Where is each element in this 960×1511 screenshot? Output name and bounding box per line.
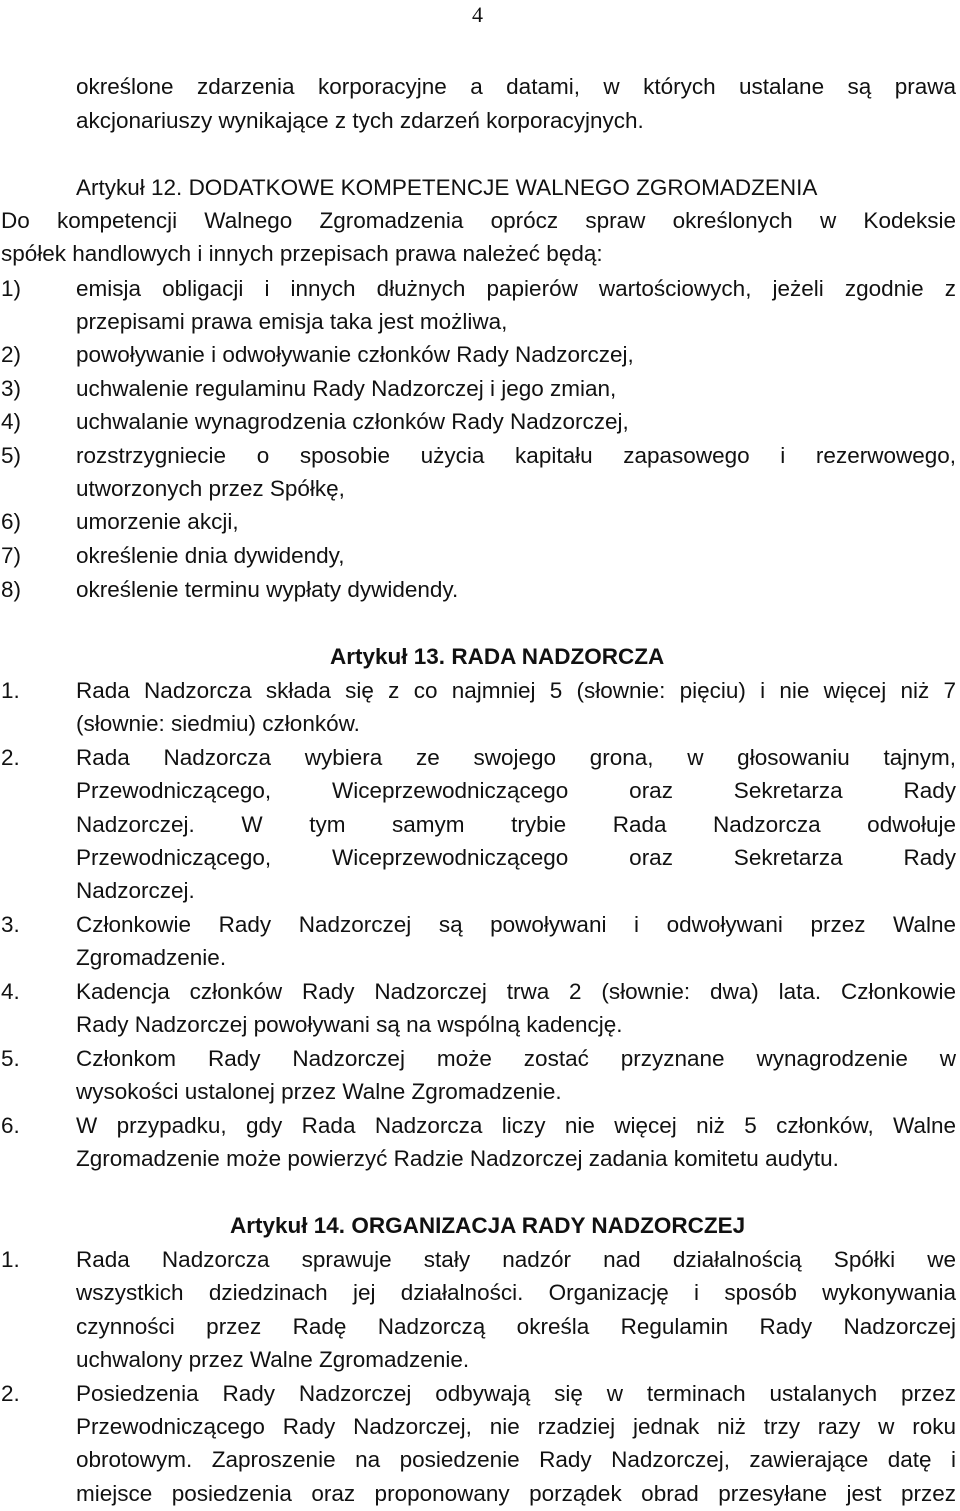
list-item-line: Rady Nadzorczej powoływani są na wspólną kadencję. xyxy=(76,1012,623,1037)
list-item-number: 2. xyxy=(1,1381,20,1406)
article-13-prefix: Artykuł 13. xyxy=(330,644,446,669)
list-item-line: Przewodniczącego, Wiceprzewodniczącego oraz Sekretarza Rady xyxy=(76,845,956,870)
list-item-line: określenie dnia dywidendy, xyxy=(76,543,345,568)
article-14-title: ORGANIZACJA RADY NADZORCZEJ xyxy=(351,1213,746,1238)
list-item-line: przepisami prawa emisja taka jest możliwa, xyxy=(76,309,508,334)
article-12-title: DODATKOWE KOMPETENCJE WALNEGO ZGROMADZENIA xyxy=(188,175,818,200)
list-item-number: 4. xyxy=(1,979,20,1004)
list-item-number: 5. xyxy=(1,1046,20,1071)
list-item-line: obrotowym. Zaproszenie na posiedzenie Rady Nadzorczej, zawierające datę i xyxy=(76,1447,956,1472)
list-item-line: Zgromadzenie. xyxy=(76,945,227,970)
list-item-line: rozstrzygniecie o sposobie użycia kapitału zapasowego i rezerwowego, xyxy=(76,443,956,468)
list-item-line: uchwalenie regulaminu Rady Nadzorczej i jego zmian, xyxy=(76,376,617,401)
list-item-number: 1. xyxy=(1,1247,20,1272)
list-item-line: określenie terminu wypłaty dywidendy. xyxy=(76,577,459,602)
article-14-prefix: Artykuł 14. xyxy=(230,1213,346,1238)
list-item-line: czynności przez Radę Nadzorczą określa Regulamin Rady Nadzorczej xyxy=(76,1314,956,1339)
list-item-line: miejsce posiedzenia oraz proponowany porządek obrad przesyłane jest przez xyxy=(76,1481,956,1506)
article-12-paragraph-line: spółek handlowych i innych przepisach prawa należeć będą: xyxy=(1,241,603,266)
list-item-number: 6. xyxy=(1,1113,20,1138)
list-item-number: 5) xyxy=(1,443,22,468)
intro-line: akcjonariuszy wynikające z tych zdarzeń korporacyjnych. xyxy=(76,108,644,133)
article-13-title: RADA NADZORCZA xyxy=(451,644,665,669)
list-item-number: 7) xyxy=(1,543,22,568)
list-item-number: 2. xyxy=(1,745,20,770)
article-14-heading xyxy=(230,1213,745,1239)
list-item-line: Posiedzenia Rady Nadzorczej odbywają się w terminach ustalanych przez xyxy=(76,1381,956,1406)
list-item-line: utworzonych przez Spółkę, xyxy=(76,476,345,501)
list-item-number: 1) xyxy=(1,276,22,301)
list-item-line: umorzenie akcji, xyxy=(76,509,239,534)
list-item-line: wszystkich dziedzinach jej działalności. Organizację i sposób wykonywania xyxy=(76,1280,956,1305)
list-item-line: Rada Nadzorcza wybiera ze swojego grona, w głosowaniu tajnym, xyxy=(76,745,956,770)
list-item-line: W przypadku, gdy Rada Nadzorcza liczy nie więcej niż 5 członków, Walne xyxy=(76,1113,956,1138)
list-item-number: 3) xyxy=(1,376,22,401)
article-13-heading xyxy=(330,644,664,670)
list-item-line: emisja obligacji i innych dłużnych papierów wartościowych, jeżeli zgodnie z xyxy=(76,276,956,301)
list-item-line: Kadencja członków Rady Nadzorczej trwa 2 (słownie: dwa) lata. Członkowie xyxy=(76,979,956,1004)
list-item-number: 1. xyxy=(1,678,20,703)
list-item-line: Przewodniczącego, Wiceprzewodniczącego oraz Sekretarza Rady xyxy=(76,778,956,803)
list-item-line: Rada Nadzorcza sprawuje stały nadzór nad działalnością Spółki we xyxy=(76,1247,956,1272)
list-item-number: 8) xyxy=(1,577,22,602)
page-number: 4 xyxy=(472,2,483,27)
intro-line: określone zdarzenia korporacyjne a datami, w których ustalane są prawa xyxy=(76,74,956,99)
list-item-line: powoływanie i odwoływanie członków Rady Nadzorczej, xyxy=(76,342,634,367)
list-item-line: uchwalanie wynagrodzenia członków Rady Nadzorczej, xyxy=(76,409,629,434)
list-item-number: 2) xyxy=(1,342,22,367)
list-item-line: Zgromadzenie może powierzyć Radzie Nadzorczej zadania komitetu audytu. xyxy=(76,1146,839,1171)
list-item-line: Członkowie Rady Nadzorczej są powoływani i odwoływani przez Walne xyxy=(76,912,956,937)
list-item-number: 6) xyxy=(1,509,22,534)
article-12-prefix: Artykuł 12. xyxy=(76,175,183,200)
list-item-line: uchwalony przez Walne Zgromadzenie. xyxy=(76,1347,470,1372)
list-item-number: 3. xyxy=(1,912,20,937)
list-item-line: Rada Nadzorcza składa się z co najmniej 5 (słownie: pięciu) i nie więcej niż 7 xyxy=(76,678,956,703)
article-12-paragraph-line: Do kompetencji Walnego Zgromadzenia oprócz spraw określonych w Kodeksie xyxy=(1,208,956,233)
list-item-line: Przewodniczącego Rady Nadzorczej, nie rzadziej jednak niż trzy razy w roku xyxy=(76,1414,956,1439)
list-item-line: (słownie: siedmiu) członków. xyxy=(76,711,360,736)
list-item-line: Nadzorczej. W tym samym trybie Rada Nadzorcza odwołuje xyxy=(76,812,956,837)
list-item-line: Członkom Rady Nadzorczej może zostać przyznane wynagrodzenie w xyxy=(76,1046,956,1071)
article-12-heading xyxy=(76,175,817,201)
list-item-line: Nadzorczej. xyxy=(76,878,195,903)
list-item-number: 4) xyxy=(1,409,22,434)
list-item-line: wysokości ustalonej przez Walne Zgromadzenie. xyxy=(76,1079,562,1104)
